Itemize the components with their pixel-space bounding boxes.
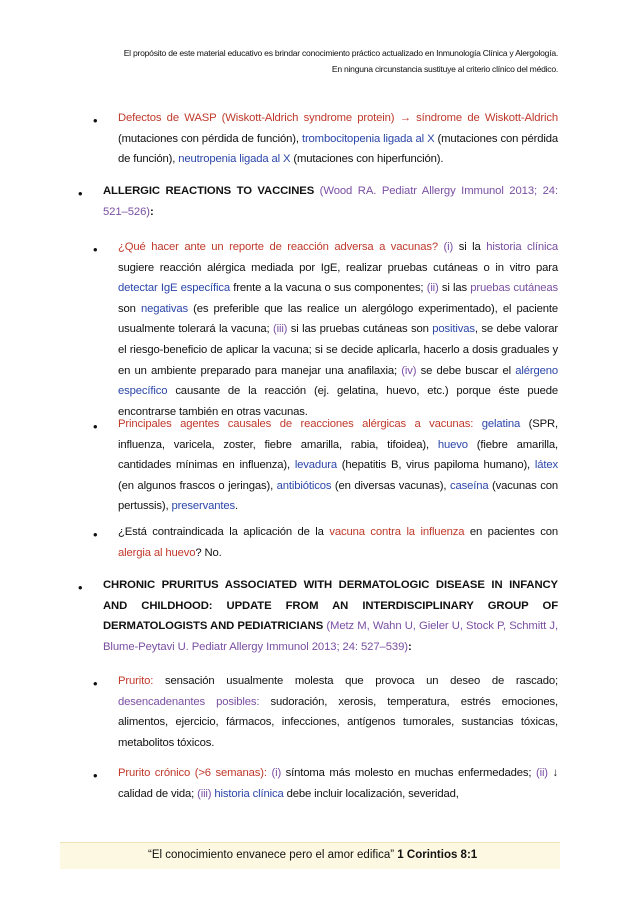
bullet-icon: • (93, 242, 98, 257)
bullet-icon: • (93, 527, 98, 542)
footer-quote: “El conocimiento envanece pero el amor edifica” 1 Corintios 8:1 (148, 849, 478, 861)
list-item-influenza-egg: ¿Está contraindicada la aplicación de la vacuna contra la influenza en pacientes con alergia al huevo? No. (118, 526, 558, 559)
list-item-prurito: Prurito: sensación usualmente molesta que provoca un deseo de rascado; desencadenantes posibles: sudoración, xerosis, temperatura, estrés emociones, alimentos, ejercicio, fármacos, infecciones, antígenos tumorales, sustancias tóxicas, metabolitos tóxicos. (118, 675, 558, 749)
list-item-prurito-cronico: Prurito crónico (>6 semanas): (i) síntoma más molesto en muchas enfermedades; (ii) ↓ calidad de vida; (iii) historia clínica debe incluir localización, severidad, (118, 767, 558, 800)
list-item-wasp: Defectos de WASP (Wiskott-Aldrich syndrome protein) → síndrome de Wiskott-Aldrich (mutaciones con pérdida de función), trombocitopenia ligada al X (mutaciones con pérdida de función), neutropenia ligada al X (mutaciones con hiperfunción). (118, 112, 558, 166)
bullet-icon: • (93, 768, 98, 783)
bullet-icon: • (93, 676, 98, 691)
bullet-icon: • (78, 186, 83, 201)
header-disclaimer-line2: En ninguna circunstancia sustituye al criterio clínico del médico. (331, 64, 558, 74)
header-disclaimer-line1: El propósito de este material educativo es brindar conocimiento práctico actualizado en Inmunología Clínica y Alergología. (123, 48, 558, 58)
list-item-vaccine-agents: Principales agentes causales de reacciones alérgicas a vacunas: gelatina (SPR, influenza, varicela, zoster, fiebre amarilla, rabia, tifoidea), huevo (fiebre amarilla, cantidades mínimas en influenza), levadura (hepatitis B, virus papiloma humano), látex (en algunos frascos o jeringas), antibióticos (en diversas vacunas), caseína (vacunas con pertussis), preservantes. (118, 418, 559, 513)
list-item-vaccine-reaction: ¿Qué hacer ante un reporte de reacción adversa a vacunas? (i) si la historia clínica sugiere reacción alérgica mediada por IgE, realizar pruebas cutáneas o in vitro para detectar IgE específica frente a la vacuna o sus componentes; (ii) si las pruebas cutáneas son negativas (es preferible que las realice un alergólogo experimentado), el paciente usualmente tolerará la vacuna; (iii) si las pruebas cutáneas son positivas, se debe valorar el riesgo-beneficio de aplicar la vacuna; si se decide aplicarla, hacerlo a dosis graduales y en un ambiente preparado para manejar una anafilaxia; (iv) se debe buscar el alérgeno específico causante de la reacción (ej. gelatina, huevo, etc.) porque éste puede encontrarse también en otras vacunas. (118, 241, 559, 418)
section-heading-vaccines: ALLERGIC REACTIONS TO VACCINES (Wood RA. Pediatr Allergy Immunol 2013; 24: 521–526): (103, 185, 558, 218)
section-heading-pruritus: CHRONIC PRURITUS ASSOCIATED WITH DERMATOLOGIC DISEASE IN INFANCY AND CHILDHOOD: UPDATE FROM AN INTERDISCIPLINARY GROUP OF DERMATOLOGISTS AND PEDIATRICIANS (Metz M, Wahn U, Gieler U, Stock P, Schmitt J, Blume-Peytavi U. Pediatr Allergy Immunol 2013; 24: 527–539): (103, 579, 558, 653)
bullet-icon: • (93, 113, 98, 128)
bullet-icon: • (78, 580, 83, 595)
bullet-icon: • (93, 419, 98, 434)
